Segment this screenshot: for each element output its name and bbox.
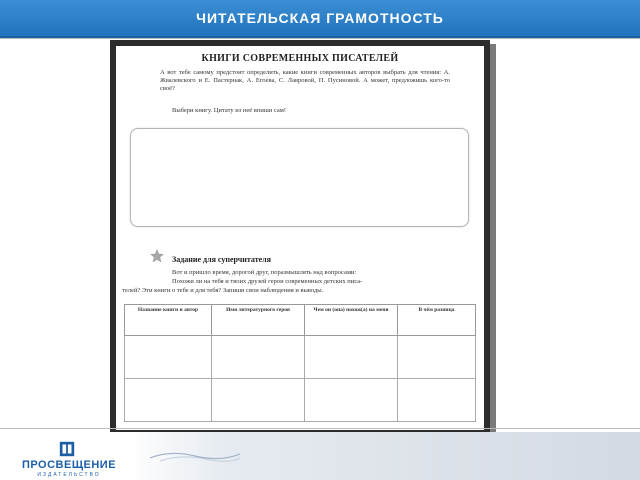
table-cell[interactable] (212, 379, 305, 422)
column-header: Имя литературного героя (212, 305, 305, 336)
publisher-subtitle: ИЗДАТЕЛЬСТВО (37, 472, 101, 478)
table-cell[interactable] (125, 379, 212, 422)
intro-paragraph: А вот тебе самому предстоит определить, какие книги современных авторов выбрать для чтения: А. Жвалевского и Е. Пастернак, А. Егоева, С. Лавровой, П. Пусиновой. А может, предложишь кого-то своё? (160, 69, 450, 92)
table-cell[interactable] (398, 379, 476, 422)
table-cell[interactable] (305, 379, 398, 422)
column-header: Чем он (она) похож(а) на меня (305, 305, 398, 336)
divider (0, 428, 640, 429)
table-cell[interactable] (305, 336, 398, 379)
column-header: В чём разница (398, 305, 476, 336)
publisher-logo (14, 440, 124, 476)
title-bar (0, 0, 640, 38)
table-cell[interactable] (212, 336, 305, 379)
task-heading: Задание для суперчитателя (172, 255, 271, 264)
page-heading: КНИГИ СОВРЕМЕННЫХ ПИСАТЕЛЕЙ (201, 53, 399, 64)
task-line: телей? Эти книги о тебе и для тебя? Запиши свои наблюдения и выводы. (122, 287, 324, 294)
workbook-page (116, 46, 484, 430)
publisher-logo-icon (58, 440, 76, 458)
table-cell[interactable] (125, 336, 212, 379)
task-text (172, 268, 454, 286)
task-line: Вот и пришло время, дорогой друг, поразмышлять над вопросами: (172, 269, 357, 276)
slide-title: ЧИТАТЕЛЬСКАЯ ГРАМОТНОСТЬ (196, 10, 444, 26)
column-header: Название книги и автор (125, 305, 212, 336)
table-row (125, 379, 476, 422)
decorative-swoosh (150, 444, 240, 464)
table-cell[interactable] (398, 336, 476, 379)
table-row (125, 336, 476, 379)
star-icon (150, 249, 164, 263)
instruction-text: Выбери книгу. Цитату из неё впиши сам! (172, 107, 287, 114)
observation-table (124, 304, 476, 422)
publisher-name: ПРОСВЕЩЕНИЕ (21, 459, 117, 471)
table-header-row (125, 305, 476, 336)
divider (0, 38, 640, 39)
task-line: Похожи ли на тебя и твоих друзей герои современных детских писа- (172, 278, 363, 285)
quote-input-box[interactable] (130, 128, 469, 227)
